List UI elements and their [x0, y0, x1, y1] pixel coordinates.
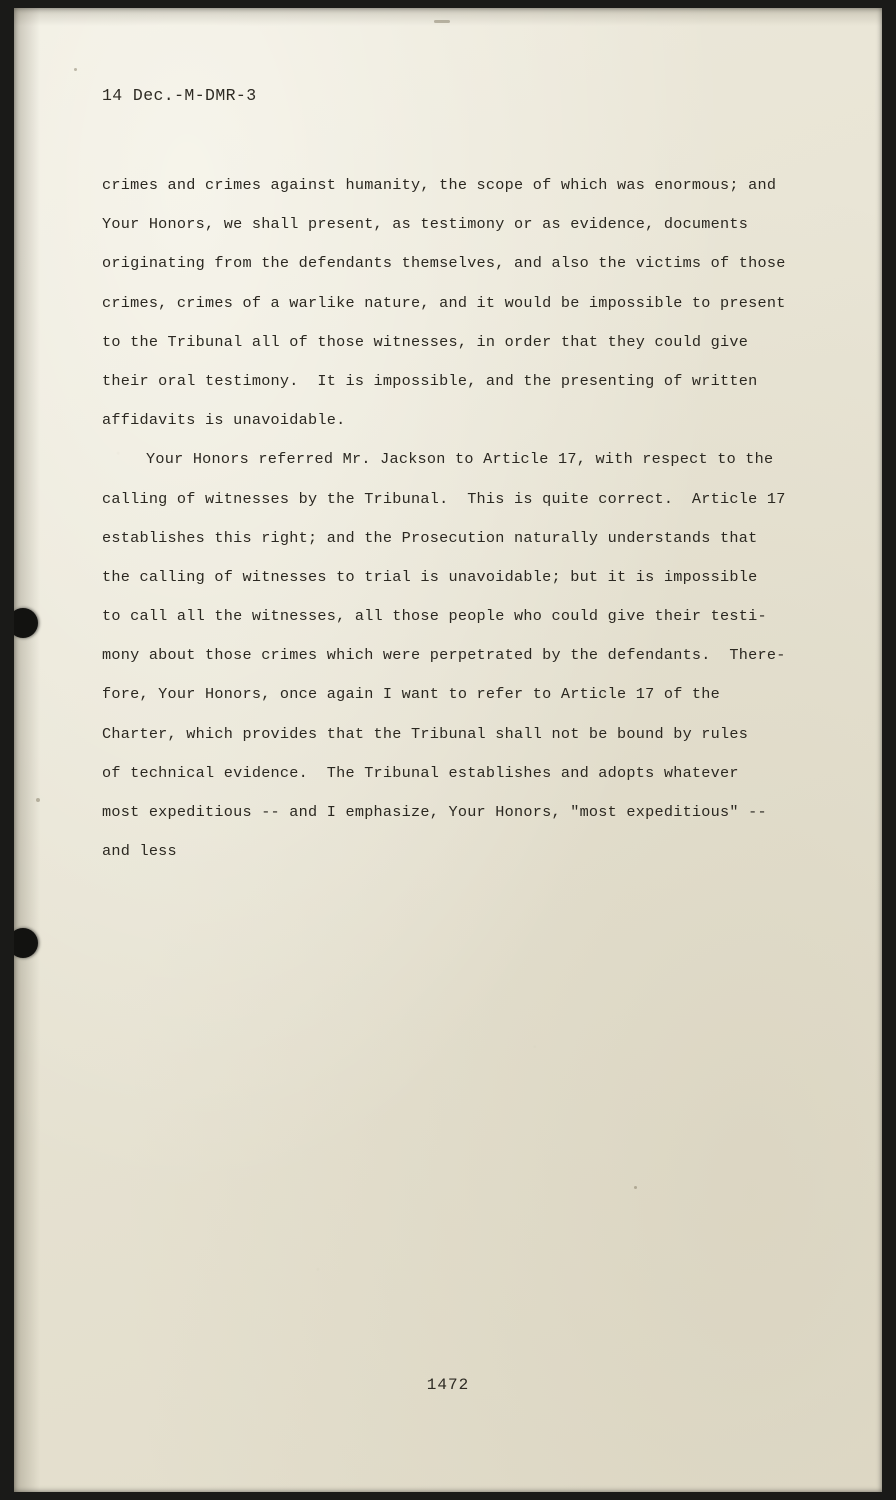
- binder-hole-top: [14, 608, 38, 638]
- document-body: [102, 166, 812, 871]
- text-line: crimes, crimes of a warlike nature, and it would be impossible to present: [102, 293, 786, 312]
- text-line: fore, Your Honors, once again I want to refer to Article 17 of the: [102, 685, 721, 704]
- paper-speck: [36, 798, 40, 802]
- page-number: 1472: [426, 1376, 470, 1394]
- document-header-line: 14 Dec.-M-DMR-3: [102, 86, 257, 105]
- binder-hole-bottom: [14, 928, 38, 958]
- text-line: affidavits is unavoidable.: [102, 411, 346, 430]
- page-top-shadow: [14, 8, 882, 26]
- text-line: establishes this right; and the Prosecution naturally understands that: [102, 528, 758, 547]
- paragraph-1: [102, 166, 812, 440]
- paper-speck: [74, 68, 77, 71]
- text-line: to the Tribunal all of those witnesses, in order that they could give: [102, 332, 749, 351]
- paragraph-2: [102, 440, 812, 871]
- text-line: Charter, which provides that the Tribunal shall not be bound by rules: [102, 724, 749, 743]
- text-line: originating from the defendants themselves, and also the victims of those: [102, 254, 786, 273]
- text-line: crimes and crimes against humanity, the scope of which was enormous; and: [102, 176, 777, 194]
- text-line: Your Honors, we shall present, as testimony or as evidence, documents: [102, 215, 749, 234]
- text-line: most expeditious -- and I emphasize, Your Honors, "most expeditious" --: [102, 803, 767, 821]
- text-line: Your Honors referred Mr. Jackson to Article 17, with respect to the: [146, 450, 774, 469]
- page-left-shadow: [14, 8, 40, 1492]
- text-line: mony about those crimes which were perpetrated by the defendants. There-: [102, 646, 786, 665]
- text-line: of technical evidence. The Tribunal establishes and adopts whatever: [102, 763, 739, 782]
- paper-speck: [634, 1186, 637, 1189]
- text-line: calling of witnesses by the Tribunal. This is quite correct. Article 17: [102, 489, 786, 508]
- text-line: the calling of witnesses to trial is unavoidable; but it is impossible: [102, 567, 758, 586]
- text-line: and less: [102, 842, 177, 861]
- document-page: [14, 8, 882, 1492]
- paper-speck: [434, 20, 450, 23]
- text-line: to call all the witnesses, all those people who could give their testi-: [102, 607, 767, 626]
- text-line: their oral testimony. It is impossible, and the presenting of written: [102, 371, 758, 390]
